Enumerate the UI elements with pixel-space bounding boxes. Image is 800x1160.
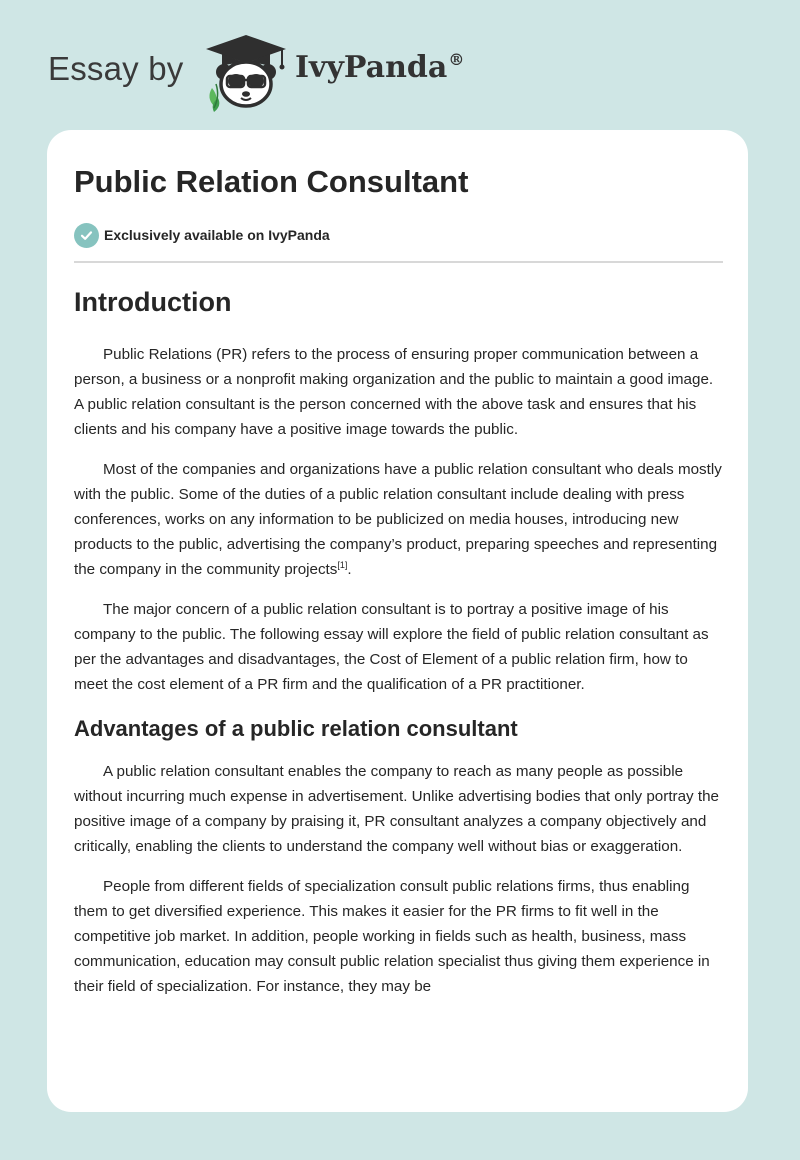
article-body [74, 280, 723, 1014]
registered-mark: ® [448, 50, 465, 69]
ivypanda-logo-icon[interactable] [198, 32, 294, 112]
title-divider [74, 261, 723, 263]
essay-by-label: Essay by [48, 50, 184, 87]
section-heading-introduction: Introduction [74, 287, 232, 317]
exclusive-badge [74, 222, 330, 248]
paragraph: Public Relations (PR) refers to the process of ensuring proper communication between a person, a business or a nonprofit making organization and the public to maintain a good image. A public relation consultant is the person concerned with the above task and ensures that his clients and his company have a positive image towards the public. [74, 346, 714, 438]
brand-name[interactable]: IvyPanda® [295, 50, 465, 85]
paragraph: People from different fields of specialization consult public relations firms, thus enabling them to get diversified experience. This makes it easier for the PR firms to fit well in the competitive job market. In addition, people working in fields such as health, business, mass communication, education may consult public relation specialist thus giving them experience in their field of specialization. For instance, they may be [74, 878, 710, 995]
section-heading-advantages: Advantages of a public relation consultant [74, 716, 518, 741]
site-header [48, 30, 548, 110]
paragraph: A public relation consultant enables the company to reach as many people as possible without incurring much expense in advertisement. Unlike advertising bodies that only portray the positive image of a company by praising it, PR consultant analyzes a company objectively and critically, enabling the clients to understand the company well without bias or exaggeration. [74, 763, 719, 855]
article-card [47, 130, 748, 1112]
exclusive-label: Exclusively available on IvyPanda [104, 227, 330, 243]
paragraph: Most of the companies and organizations have a public relation consultant who deals mostly with the public. Some of the duties of a public relation consultant include dealing with press conferences, works on any information to be publicized on media houses, introducing new products to the public, advertising the company’s product, preparing speeches and representing the company in the community projects[1]. [74, 461, 722, 578]
footnote-link[interactable]: [1] [337, 560, 348, 570]
paragraph: The major concern of a public relation consultant is to portray a positive image of his company to the public. The following essay will explore the field of public relation consultant as per the advantages and disadvantages, the Cost of Element of a public relation firm, how to meet the cost element of a PR firm and the qualification of a PR practitioner. [74, 601, 709, 693]
check-icon [74, 223, 99, 248]
page-title: Public Relation Consultant [74, 164, 469, 199]
